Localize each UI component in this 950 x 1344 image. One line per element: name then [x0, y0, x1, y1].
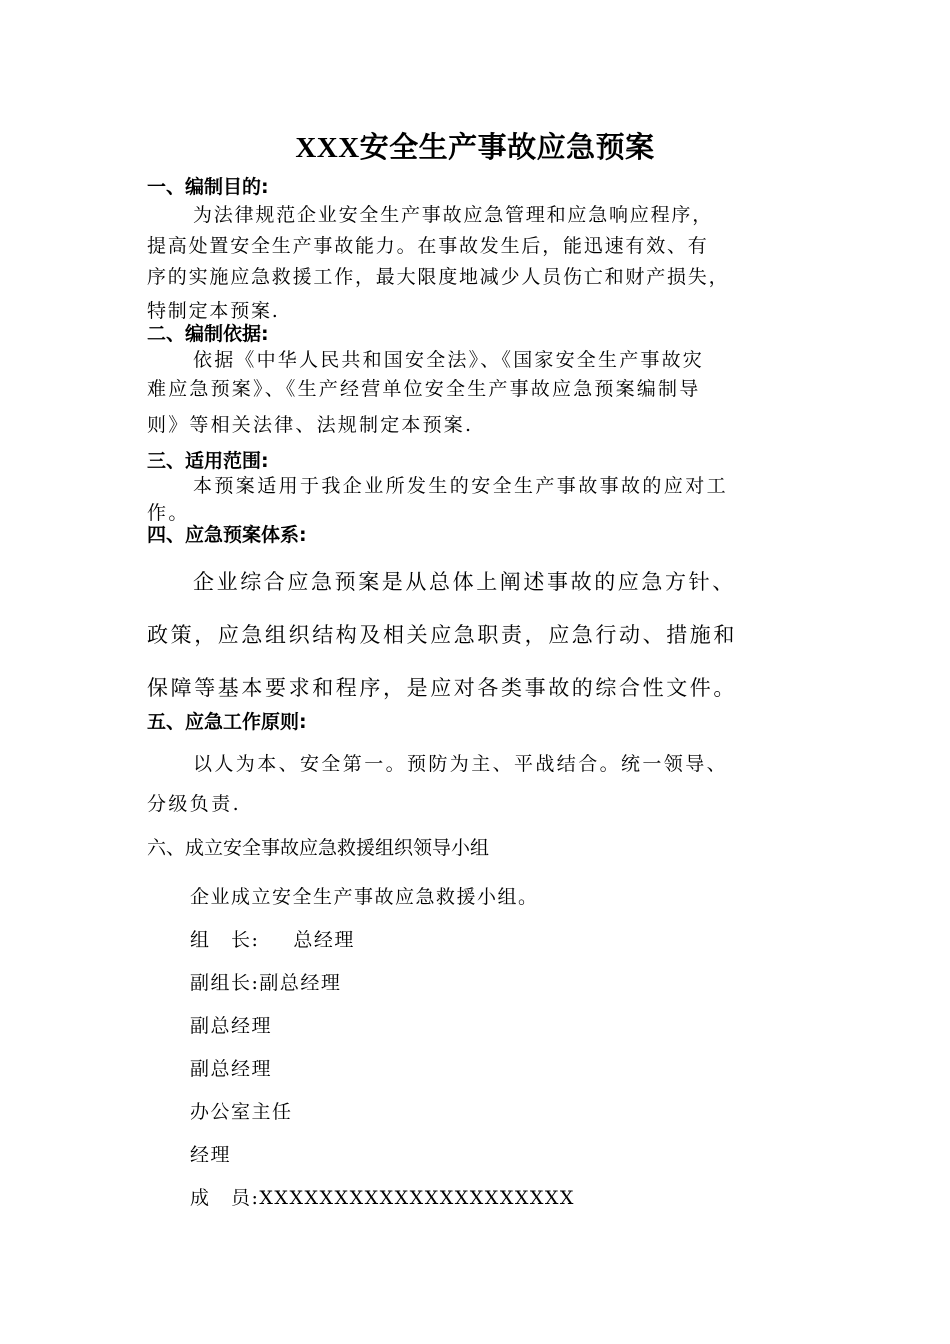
- paragraph-line: 保障等基本要求和程序，是应对各类事故的综合性文件。: [147, 676, 737, 700]
- section-heading-system: 四、应急预案体系:: [147, 524, 307, 546]
- list-item: 办公室主任: [190, 1101, 293, 1123]
- section-body-purpose: [147, 200, 817, 327]
- leader-label: 组 长:: [190, 929, 260, 951]
- paragraph-line: 政策，应急组织结构及相关应急职责，应急行动、措施和: [147, 623, 737, 647]
- document-title: XXX安全生产事故应急预案: [295, 132, 655, 164]
- section-heading-scope: 三、适用范围:: [147, 450, 269, 472]
- list-item: [190, 919, 575, 962]
- paragraph-line: 为法律规范企业安全生产事故应急管理和应急响应程序，: [193, 204, 714, 226]
- members-value: XXXXXXXXXXXXXXXXXXXXX: [259, 1187, 575, 1209]
- paragraph-line: 则》等相关法律、法规制定本预案.: [147, 414, 474, 436]
- paragraph-line: 本预案适用于我企业所发生的安全生产事故事故的应对工: [193, 475, 729, 497]
- list-item: 副总经理: [190, 1058, 273, 1080]
- section-heading-group: 六、成立安全事故应急救援组织领导小组: [147, 837, 490, 859]
- section-body-scope: [147, 473, 817, 527]
- paragraph-line: 依据《中华人民共和国安全法》、《国家安全生产事故灾: [193, 349, 705, 371]
- section-heading-purpose: 一、编制目的:: [147, 176, 269, 198]
- paragraph-line: 特制定本预案.: [147, 300, 280, 322]
- section-heading-principles: 五、应急工作原则:: [147, 711, 307, 733]
- paragraph-line: 以人为本、安全第一。预防为主、平战结合。统一领导、: [193, 753, 729, 775]
- members-label: 成 员:: [190, 1187, 260, 1209]
- paragraph-line: 难应急预案》、《生产经营单位安全生产事故应急预案编制导: [147, 378, 701, 400]
- group-member-list: [190, 876, 575, 1220]
- list-item: 经理: [190, 1144, 232, 1166]
- section-body-basis: [147, 346, 817, 440]
- list-item: 副总经理: [190, 1015, 273, 1037]
- paragraph-line: 分级负责.: [147, 793, 242, 815]
- list-item: 副组长:副总经理: [190, 972, 342, 994]
- paragraph-line: 作。: [147, 502, 190, 524]
- paragraph-line: 序的实施应急救援工作，最大限度地减少人员伤亡和财产损失，: [147, 266, 730, 288]
- paragraph-line: 企业综合应急预案是从总体上阐述事故的应急方针、: [193, 570, 736, 594]
- section-body-principles: [147, 744, 817, 824]
- section-heading-basis: 二、编制依据:: [147, 323, 269, 345]
- list-item: 企业成立安全生产事故应急救援小组。: [190, 886, 539, 908]
- list-item: [190, 1177, 575, 1220]
- leader-value: 总经理: [293, 929, 355, 951]
- paragraph-line: 提高处置安全生产事故能力。在事故发生后，能迅速有效、有: [147, 235, 709, 257]
- section-body-system: [147, 556, 817, 715]
